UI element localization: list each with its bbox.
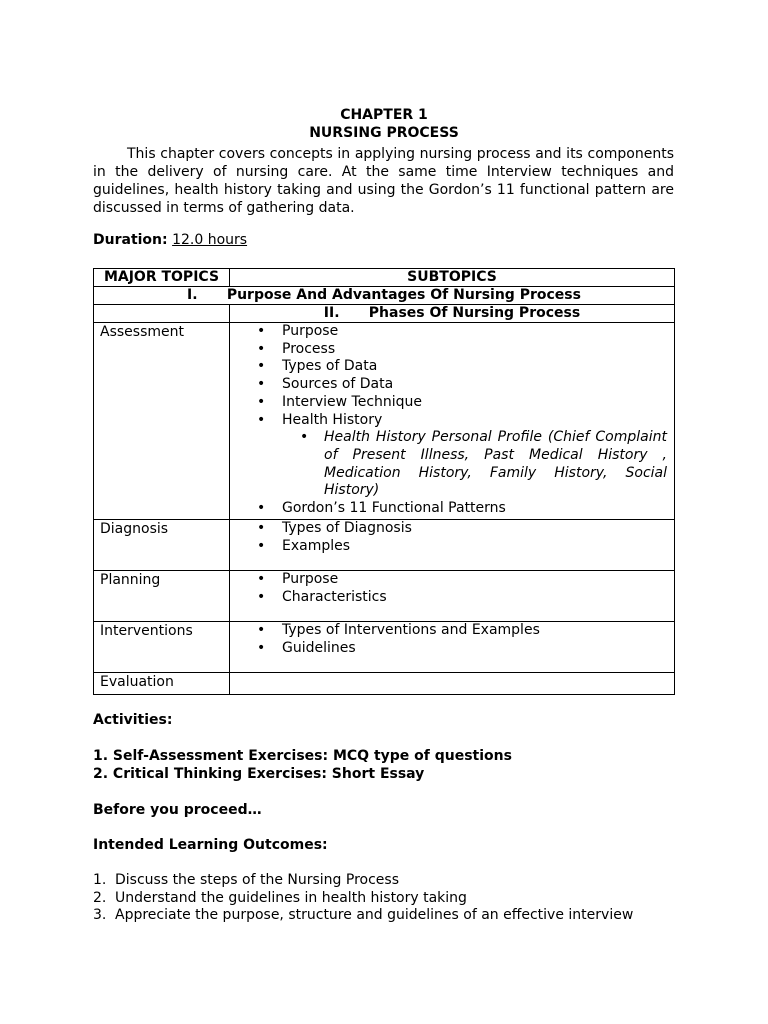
list-item: • Types of Interventions and Examples [230,622,674,640]
outcome-item [93,907,633,925]
duration-label: Duration: [93,232,168,248]
before-proceed: Before you proceed… [93,802,262,818]
list-item: • Sources of Data [230,376,674,394]
list-item: • Process [230,341,674,359]
subtopic-cell [230,571,675,622]
subtopic-cell [230,673,675,695]
list-item: • Purpose [230,323,674,341]
section-purpose-text: I. Purpose And Advantages Of Nursing Process [187,287,581,303]
topic-cell: Assessment [94,323,230,520]
subtopic-cell [230,520,675,571]
activities-heading: Activities: [93,712,173,728]
section-phases [230,305,675,323]
list-item: • Health History [230,412,674,430]
header-major-topics: MAJOR TOPICS [94,269,230,287]
section-row [94,305,675,323]
section-row [94,287,675,305]
outcome-number: 1. [93,872,107,888]
outcome-number: 2. [93,889,107,906]
list-item: • Examples [230,538,674,556]
outcome-item [93,872,633,890]
topic-cell: Evaluation [94,673,230,695]
list-item: • Types of Data [230,358,674,376]
list-item: • Purpose [230,571,674,589]
table-row [94,673,675,695]
outcome-number: 3. [93,907,107,924]
header-subtopics: SUBTOPICS [230,269,675,287]
subtopic-cell [230,622,675,673]
list-item: • Characteristics [230,589,674,607]
intro-text: This chapter covers concepts in applying nursing process and its components in the delivery of nursing care. At the same time Interview techniques and guidelines, health history taking and using the Gordon’s 11 functional pattern are discussed in terms of gathering data. [93,146,674,216]
table-row [94,520,675,571]
section-purpose [94,287,675,305]
table-row [94,622,675,673]
activity-item: 2. Critical Thinking Exercises: Short Essay [93,766,425,782]
outcomes-heading: Intended Learning Outcomes: [93,837,328,853]
subtopic-cell [230,323,675,520]
chapter-title: NURSING PROCESS [309,125,459,141]
chapter-number: CHAPTER 1 [340,107,428,123]
topics-table [93,268,675,695]
outcome-item [93,890,633,908]
intro-paragraph [93,145,674,217]
list-item: • Types of Diagnosis [230,520,674,538]
table-header-row [94,269,675,287]
activity-item: 1. Self-Assessment Exercises: MCQ type of questions [93,748,512,764]
outcome-text: Understand the guidelines in health history taking [115,889,467,906]
topic-cell: Interventions [94,622,230,673]
list-item: • Interview Technique [230,394,674,412]
list-item: • Guidelines [230,640,674,658]
list-item: • Gordon’s 11 Functional Patterns [230,500,674,518]
outcome-text: Discuss the steps of the Nursing Process [115,872,399,888]
section-phases-text: II. Phases Of Nursing Process [323,305,581,321]
duration-value: 12.0 hours [172,232,248,248]
topic-cell: Planning [94,571,230,622]
outcomes-list [93,872,633,925]
outcome-text: Appreciate the purpose, structure and guidelines of an effective interview [115,907,634,924]
sub-list-item: • Health History Personal Profile (Chief Complaint of Present Illness, Past Medical History , Medication History, Family History, Social History) [230,429,674,500]
table-row [94,323,675,520]
duration-line [93,232,247,248]
topic-cell: Diagnosis [94,520,230,571]
table-row [94,571,675,622]
